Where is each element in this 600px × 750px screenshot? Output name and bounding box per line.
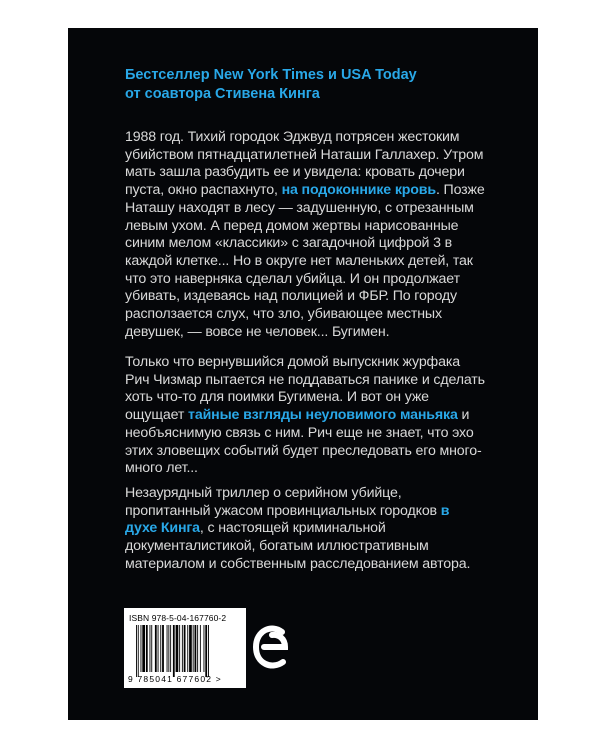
paragraph-text: Незаурядный триллер о серийном убийце, пропитанный ужасом провинциальных городков: [125, 485, 441, 519]
barcode-bar: [176, 625, 179, 672]
tagline-line-1: Бестселлер New York Times и USA Today: [125, 67, 417, 83]
paragraph-text: , с настоящей криминальной документалистикой, богатым иллюстративным материалом и собственным расследованием автора.: [125, 520, 471, 572]
barcode-bar: [193, 625, 194, 672]
barcode-bar: [197, 625, 198, 672]
barcode-bar: [195, 625, 197, 672]
barcode-bar: [150, 625, 151, 672]
barcode-bar: [158, 625, 159, 672]
isbn-label: ISBN 978-5-04-167760-2: [129, 613, 227, 623]
tagline-line-2: от соавтора Стивена Кинга: [125, 86, 320, 102]
synopsis-paragraph-3: [125, 485, 485, 574]
barcode-bar: [205, 625, 207, 677]
barcode-bar: [138, 625, 139, 677]
barcode-bar: [136, 625, 137, 677]
barcode-bar: [204, 625, 205, 672]
barcode-bar: [160, 625, 161, 672]
synopsis-paragraph-1: [125, 129, 485, 341]
barcode-bar: [182, 625, 183, 672]
paragraph-text: и необъяснимую связь с ним. Рич еще не знает, что эхо этих зловещих событий будет преследовать его много-много лет...: [125, 407, 482, 477]
barcode-bar: [208, 625, 209, 677]
barcode: [124, 608, 246, 688]
barcode-bar: [184, 625, 186, 672]
barcode-bar: [170, 625, 171, 672]
barcode-bar: [168, 625, 169, 672]
paragraph-text: Только что вернувшийся домой выпускник журфака Рич Чизмар пытается не поддаваться панике и сделать хоть что-то для поимки Бугимена. И вот он уже ощущает: [125, 354, 485, 424]
barcode-bar: [146, 625, 148, 672]
synopsis-paragraph-2: [125, 354, 485, 478]
highlight-text: тайные взгляды неуловимого маньяка: [188, 407, 458, 424]
barcode-bar: [179, 625, 180, 672]
barcode-bar: [173, 625, 175, 677]
paragraph-text: . Позже Наташу находят в лесу — задушенную, с отрезанным левым ухом. А перед домом жертвы нарисованные синим мелом «классики» с загадочной цифрой 3 в каждой клетке... Но в округе нет маленьких детей, так что это наверняка сделал убийца. И он продолжает убивать, издеваясь над полицией и ФБР. По городу расползается слух, что зло, убивающее местных девушек, — вовсе не человек... Бугимен.: [125, 182, 485, 340]
highlight-text: в духе Кинга: [125, 502, 450, 537]
paragraph-text: 1988 год. Тихий городок Эджвуд потрясен жестоким убийством пятнадцатилетней Наташи Галлахер. Утром мать зашла разбудить ее и увидела: кровать дочери пуста, окно распахнуто,: [125, 129, 484, 199]
barcode-bar: [141, 625, 142, 672]
highlight-text: на подоконнике кровь: [281, 182, 436, 199]
barcode-bar: [151, 625, 152, 672]
barcode-bar: [200, 625, 201, 672]
barcode-bar: [167, 625, 168, 672]
barcode-digits: 9 785041 677602 >: [128, 674, 222, 684]
barcode-bar: [155, 625, 157, 672]
barcode-bar: [187, 625, 188, 672]
eksmo-logo-icon: [252, 624, 290, 670]
barcode-bar: [189, 625, 192, 672]
barcode-bar: [142, 625, 145, 672]
tagline: [125, 66, 485, 104]
barcode-bar: [162, 625, 164, 672]
